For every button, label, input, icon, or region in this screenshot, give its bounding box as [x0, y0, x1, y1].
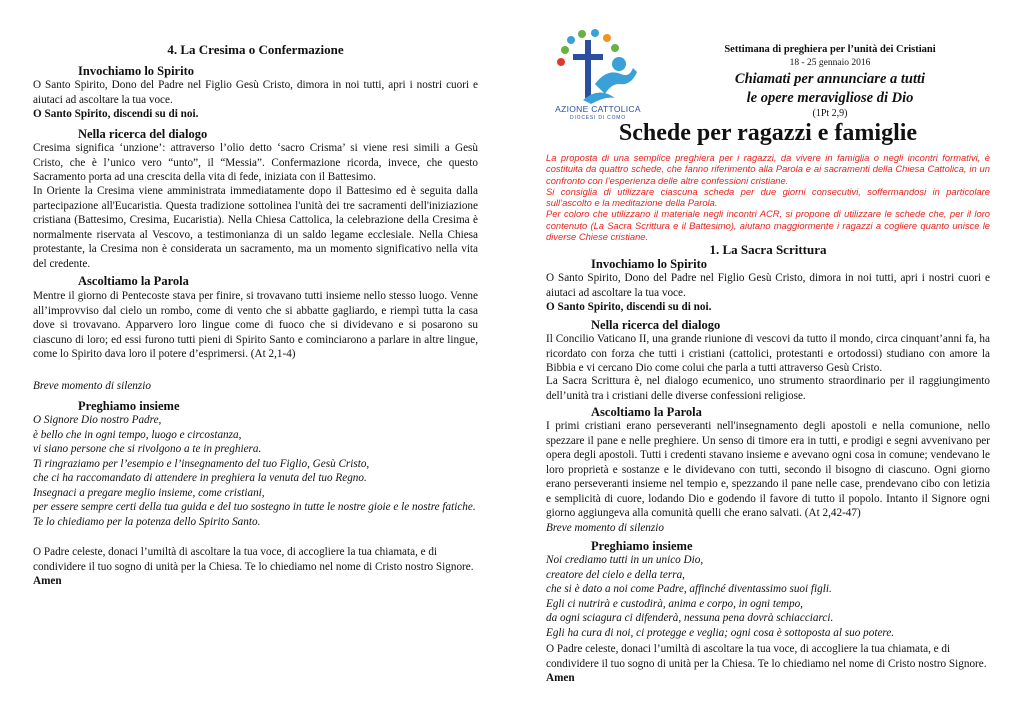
- closing-text: O Padre celeste, donaci l’umiltà di ascoltare la tua voce, di accogliere la tua chiamata, e di condividere il tuo sogno di unità per la Chiesa. Te lo chiediamo nel nome di Cristo nostro Signore.: [33, 546, 474, 573]
- preghiera-line: Noi crediamo tutti in un unico Dio,: [546, 554, 704, 566]
- intro-text: [546, 152, 990, 242]
- preghiera-line: è bello che in ogni tempo, luogo e circostanza,: [33, 428, 242, 441]
- intro-p1: La proposta di una semplice preghiera per i ragazzi, da vivere in famiglia o negli incontri formativi, è costituita da quattro schede, che fanno riferimento alla Parola e ai sacramenti della Chiesa Cattolica, in un confronto con l’esperienza delle altre confessioni cristiane.: [546, 152, 990, 186]
- closing-prayer-right: [546, 642, 990, 686]
- heading-invochiamo-right: Invochiamo lo Spirito: [591, 257, 707, 271]
- heading-preghiamo: Preghiamo insieme: [78, 399, 180, 413]
- motto-ref: (1Pt 2,9): [812, 108, 848, 119]
- heading-ricerca-right: Nella ricerca del dialogo: [591, 318, 721, 332]
- logo-sub: DIOCESI DI COMO: [570, 115, 626, 121]
- preghiera-line: O Signore Dio nostro Padre,: [33, 414, 162, 426]
- preghiera-line: Egli ci nutrirà e custodirà, anima e corpo, in ogni tempo,: [546, 597, 803, 610]
- heading-parola: Ascoltiamo la Parola: [78, 274, 189, 288]
- left-page: [33, 0, 478, 724]
- heading-ricerca: Nella ricerca del dialogo: [78, 127, 208, 141]
- preghiera-line: che ci ha raccomandato di attendere in preghiera la venuta del tuo Regno.: [33, 472, 367, 484]
- parola-text: Mentre il giorno di Pentecoste stava per finire, si trovavano tutti insieme nello stesso luogo. Venne all’improvviso dal cielo un rombo, come di vento che si abbatte gagliardo, e riempì tutta la casa dove si trovavano. Apparvero loro lingue come di fuoco che si dividevano e si posarono su ciascuno di loro; ed essi furono tutti pieni di Spirito Santo e cominciarono a parlare in altre lingue, come lo Spirito dava loro il potere d’esprimersi. (At 2,1-4): [33, 290, 478, 360]
- motto-line-1: Chiamati per annunciare a tutti: [734, 71, 926, 87]
- page-title: Schede per ragazzi e famiglie: [618, 120, 918, 146]
- invochiamo-right-bold: O Santo Spirito, discendi su di noi.: [546, 301, 712, 313]
- preghiera-line: da ogni sciagura ci difenderà, nessuna pena dovrà schiacciarci.: [546, 612, 834, 624]
- invochiamo-text: O Santo Spirito, Dono del Padre nel Figlio Gesù Cristo, dimora in noi tutti, apri i nostri cuori e aiutaci ad ascoltare la tua voce.: [33, 79, 478, 106]
- amen-right: Amen: [546, 672, 575, 684]
- ricerca-right-p2: La Sacra Scrittura è, nel dialogo ecumenico, uno strumento straordinario per il raggiungimento dell’unità tra i cristiani delle diverse confessioni religiose.: [546, 375, 990, 402]
- preghiera-line: Egli ha cura di noi, ci protegge e veglia; ogni cosa è sottoposta al suo potere.: [546, 626, 895, 639]
- parola-silence: Breve momento di silenzio: [33, 380, 151, 392]
- invochiamo-bold: O Santo Spirito, discendi su di noi.: [33, 108, 199, 120]
- intro-p2: Si consiglia di utilizzare ciascuna scheda per due giorni consecutivi, soffermandosi in particolare sull’ascolto e la meditazione della Parola.: [546, 185, 990, 209]
- section-title-scrittura: 1. La Sacra Scrittura: [709, 242, 827, 257]
- preghiera-line: vi siano persone che si rivolgono a te in preghiera.: [33, 443, 262, 455]
- logo-name: AZIONE CATTOLICA: [555, 104, 641, 114]
- preghiera-line: per essere sempre certi della tua guida e del tuo sostegno in tutte le nostre gioie e le nostre fatiche.: [33, 501, 476, 513]
- heading-invochiamo: Invochiamo lo Spirito: [78, 64, 194, 78]
- ricerca-right-p1: Il Concilio Vaticano II, una grande riunione di vescovi da tutto il mondo, circa cinquant’anni fa, ha ricordato con forza che tutti i cristiani (cattolici, protestanti e ortodossi) studiano con amore la Bibbia e vi cercano Dio come colui che parla a tutti attraverso Gesù Cristo.: [546, 333, 990, 374]
- ricerca-p1: Cresima significa ‘unzione’: attraverso l’olio detto ‘sacro Crisma’ si viene resi simili a Gesù Cristo, che è l’unico vero “unto”, il “Messia”. Confermazione ricorda, invece, che questo Sacramento porta ad una crescita della vita di fede, iniziata con il Battesimo.: [33, 142, 478, 183]
- parola-right-silence: Breve momento di silenzio: [546, 522, 664, 534]
- heading-parola-right: Ascoltiamo la Parola: [591, 405, 702, 419]
- preghiera-lines: [33, 413, 478, 529]
- section-title-cresima: 4. La Cresima o Confermazione: [167, 42, 344, 57]
- preghiera-line: creatore del cielo e della terra,: [546, 568, 685, 581]
- motto-line-2: le opere meravigliose di Dio: [746, 90, 914, 106]
- week-title: Settimana di preghiera per l’unità dei Cristiani: [724, 44, 936, 55]
- invochiamo-right-text: O Santo Spirito, Dono del Padre nel Figlio Gesù Cristo, dimora in noi tutti, apri i nostri cuori e aiutaci ad ascoltare la tua voce.: [546, 272, 990, 299]
- amen: Amen: [33, 575, 62, 587]
- heading-preghiamo-right: Preghiamo insieme: [591, 539, 693, 553]
- parola-right-text: I primi cristiani erano perseveranti nell'insegnamento degli apostoli e nella comunione, nello spezzare il pane e nelle preghiere. Un senso di timore era in tutti, e prodigi e segni avvenivano per opera degli apostoli. Tutti i credenti stavano insieme e avevano ogni cosa in comune; vendevano le loro proprietà e sostanze e le dividevano con tutti, secondo il bisogno di ciascuno. Ogni giorno erano perseveranti insieme nel tempio e, spezzando il pane nelle case, prendevano cibo con letizia e semplicità di cuore, lodando Dio e godendo il favore di tutto il popolo. Intanto il Signore ogni giorno aggiungeva alla comunità quelli che erano salvati. (At 2,42-47): [546, 420, 990, 519]
- intro-p3: Per coloro che utilizzano il materiale negli incontri ACR, si propone di utilizzare le schede che, per il loro contenuto (La Sacra Scrittura e il Battesimo), aiutano maggiormente i ragazzi a cogliere quanto unisce le diverse Chiese cristiane.: [546, 208, 990, 243]
- closing-right-text: O Padre celeste, donaci l’umiltà di ascoltare la tua voce, di accogliere la tua chiamata, e di condividere il tuo sogno di unità per la Chiesa. Te lo chiediamo nel nome di Cristo nostro Signore.: [546, 643, 987, 670]
- preghiera-line: Te lo chiediamo per la potenza dello Spirito Santo.: [33, 515, 261, 528]
- preghiera-line: Ti ringraziamo per l’esempio e l’insegnamento del tuo Figlio, Gesù Cristo,: [33, 457, 370, 470]
- preghiera-line: Insegnaci a pregare meglio insieme, come cristiani,: [33, 486, 265, 499]
- preghiera-right-lines: [546, 553, 990, 640]
- closing-prayer: [33, 545, 478, 589]
- ricerca-p2: In Oriente la Cresima viene amministrata immediatamente dopo il Battesimo ed è seguita dalla partecipazione all'Eucaristia. Questa tradizione sottolinea l'unità dei tre sacramenti dell'iniziazione cristiana (Battesimo, Cresima, Eucaristia). Nella Chiesa Cattolica, la celebrazione della Cresima è normalmente riservata al Vescovo, a testimonianza di un saldo legame ecclesiale. Nella Chiesa protestante, la Cresima non è considerata un sacramento, ma un momento significativo nella vita del credente.: [33, 185, 478, 270]
- right-page: [546, 0, 990, 724]
- preghiera-line: che si è dato a noi come Padre, affinché diventassimo suoi figli.: [546, 583, 832, 595]
- week-dates: 18 - 25 gennaio 2016: [789, 58, 871, 68]
